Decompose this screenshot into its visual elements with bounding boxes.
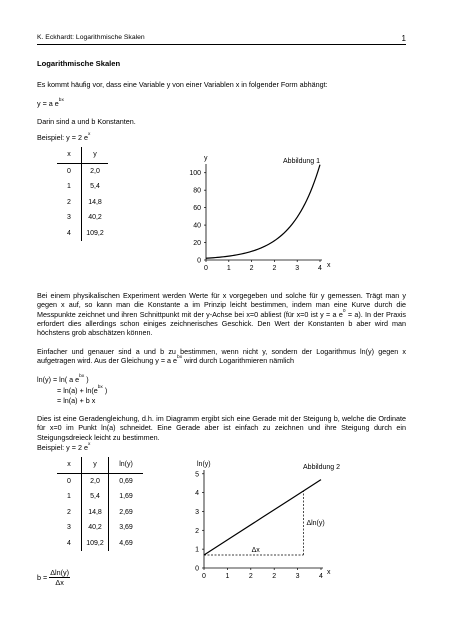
table-cell: 2,0 — [82, 473, 109, 489]
series-line — [206, 165, 320, 259]
x-tick-label: 2 — [248, 573, 253, 580]
table-row — [57, 520, 143, 536]
paragraph-2-text: Bei einem physikalischen Experiment werden Werte für x vorgegeben und solche für y gemessen. Trägt man y gegen x auf, so kann man die Konstante a im Prinzip leicht bestimmen, indem man eine Kurve durch die Messpunkte zeichnet und ihren Schnittpunkt mit der y-Achse bei x=0 abliest (für x=0 ist y = a e — [37, 291, 406, 319]
formula-1 — [37, 99, 64, 108]
delta-x-label: Δx — [251, 546, 260, 554]
value-table-2 — [57, 457, 143, 551]
table-cell: 3 — [67, 214, 71, 222]
y-tick-label: 1 — [195, 546, 199, 554]
chart-1-ylabel: y — [204, 155, 208, 162]
table-header-row — [57, 147, 108, 163]
formula-1-exponent: bx — [58, 98, 64, 103]
y-tick-label: 4 — [195, 490, 199, 498]
table-row — [57, 179, 108, 195]
table-cell: 4 — [67, 229, 71, 237]
table-cell: 0 — [67, 167, 71, 175]
table-cell: 4 — [67, 539, 71, 547]
y-tick-label: 0 — [195, 565, 199, 573]
page-header — [37, 34, 406, 43]
slope-fraction — [49, 568, 70, 588]
derivation-1-exponent: bx — [79, 374, 85, 379]
paragraph-2-exponent: 0 — [342, 308, 346, 314]
table-cell: 4,69 — [109, 536, 144, 552]
table-cell: 2,69 — [109, 505, 144, 521]
table-cell: 0,69 — [109, 473, 144, 489]
y-tick-label: 40 — [193, 222, 201, 230]
example-2-label — [37, 443, 90, 452]
table-row — [57, 195, 108, 211]
table-cell: ln(y) — [109, 457, 144, 473]
table-row — [57, 473, 143, 489]
slope-formula — [37, 568, 70, 588]
table-cell: 14,8 — [82, 505, 109, 521]
table-row — [57, 489, 143, 505]
table-cell: 1,69 — [109, 489, 144, 505]
x-tick-label: 0 — [204, 265, 208, 272]
paragraph-logarithm — [37, 347, 406, 366]
table-row — [57, 210, 108, 226]
table-cell: 0 — [67, 477, 71, 485]
y-tick-label: 2 — [195, 527, 199, 535]
constants-text: Darin sind a und b Konstanten. — [37, 117, 136, 126]
x-tick-label: 4 — [318, 265, 322, 272]
chart-abbildung-2 — [180, 458, 350, 588]
paragraph-3-text: Einfacher und genauer sind a und b zu bestimmen, wenn nicht y, sondern der Logarithmus ln(y) gegen x aufgetragen wird. Aus der Gleichung y = a e — [37, 347, 406, 366]
example-1-label — [37, 133, 90, 142]
delta-lny-label: Δln(y) — [306, 519, 325, 527]
chart-2-ylabel: ln(y) — [197, 461, 211, 468]
table-cell: 2 — [67, 198, 71, 206]
example-1-exponent: x — [87, 132, 91, 137]
chart-abbildung-1 — [180, 150, 350, 280]
slope-formula-lhs: b = — [37, 573, 48, 583]
y-tick-label: 80 — [193, 187, 201, 195]
y-tick-label: 100 — [189, 170, 201, 178]
paragraph-3-rest: wird durch Logarithmieren nämlich — [182, 356, 294, 366]
paragraph-2-rest: = a). In der Praxis erfordert dies allerdings schon einiges zeichnerisches Geschick. Den Wert der Konstanten b aber wird man höchstens grob abschätzen können. — [37, 309, 407, 338]
x-tick-label: 3 — [295, 573, 300, 580]
x-tick-label: 2 — [272, 265, 277, 272]
header-title: K. Eckhardt: Logarithmische Skalen — [37, 34, 145, 41]
table-cell: 109,2 — [82, 226, 109, 242]
table-row — [57, 505, 143, 521]
x-tick-label: 3 — [295, 265, 300, 272]
derivation-1-text: ln(y) = ln( a e — [37, 375, 80, 384]
table-cell: 5,4 — [82, 179, 109, 195]
paragraph-3-exponent: bx — [177, 355, 183, 361]
table-cell: x — [57, 457, 82, 473]
derivation-line-3: = ln(a) + b x — [57, 396, 96, 405]
table-cell: 2 — [67, 508, 71, 516]
y-tick-label: 60 — [193, 205, 201, 213]
table-cell: 1 — [67, 183, 71, 191]
example-2-exponent: x — [87, 442, 91, 447]
x-tick-label: 0 — [202, 573, 206, 580]
table-header-row — [57, 457, 143, 473]
intro-text: Es kommt häufig vor, dass eine Variable y von einer Variablen x in folgender Form abhängt: — [37, 80, 328, 89]
example-2-text: Beispiel: y = 2 e — [37, 443, 88, 452]
derivation-2-text: = ln(a) + ln(e — [57, 386, 98, 395]
chart-2-title: Abbildung 2 — [303, 464, 340, 471]
header-rule — [37, 44, 406, 45]
table-cell: 5,4 — [82, 489, 109, 505]
example-1-text: Beispiel: y = 2 e — [37, 133, 88, 142]
y-tick-label: 20 — [193, 240, 201, 248]
chart-2-xlabel: x — [327, 569, 331, 576]
table-cell: 14,8 — [82, 195, 109, 211]
chart-1-title: Abbildung 1 — [283, 158, 320, 165]
table-row — [57, 163, 108, 179]
formula-1-lhs: y = a e — [37, 99, 59, 108]
derivation-line-1 — [37, 375, 89, 384]
table-cell: y — [82, 147, 109, 163]
slope-numerator: Δln(y) — [50, 568, 69, 577]
table-cell: 40,2 — [82, 520, 109, 536]
y-tick-label: 5 — [195, 471, 199, 479]
table-cell: 109,2 — [82, 536, 109, 552]
x-tick-label: 1 — [226, 265, 231, 272]
paragraph-measurement — [37, 291, 406, 338]
derivation-1-end: ) — [84, 375, 89, 384]
x-tick-label: 1 — [225, 573, 230, 580]
table-row — [57, 536, 143, 552]
slope-denominator: Δx — [55, 578, 64, 588]
x-tick-label: 4 — [319, 573, 323, 580]
table-cell: y — [82, 457, 109, 473]
value-table-1 — [57, 147, 108, 241]
table-cell: 3,69 — [109, 520, 144, 536]
table-row — [57, 226, 108, 242]
x-tick-label: 2 — [249, 265, 254, 272]
derivation-2-end: ) — [102, 386, 108, 395]
derivation-line-2 — [57, 386, 107, 395]
section-title: Logarithmische Skalen — [37, 59, 121, 68]
y-tick-label: 0 — [197, 257, 201, 265]
table-cell: 1 — [67, 493, 71, 501]
chart-1-xlabel: x — [327, 262, 331, 269]
table-cell: x — [57, 147, 82, 163]
paragraph-line-equation: Dies ist eine Geradengleichung, d.h. im Diagramm ergibt sich eine Gerade mit der Steigung b, welche die Ordinate für x=0 im Punkt ln(a) schneidet. Eine Gerade aber ist einfach zu zeichnen und ihre Steigung durch ein Steigungsdreieck leicht zu bestimmen. — [37, 414, 406, 442]
table-cell: 2,0 — [82, 163, 109, 179]
table-cell: 40,2 — [82, 210, 109, 226]
y-tick-label: 3 — [195, 508, 199, 516]
x-tick-label: 2 — [272, 573, 277, 580]
table-cell: 3 — [67, 524, 71, 532]
derivation-2-exponent: bx — [97, 385, 103, 390]
page-number: 1 — [401, 34, 406, 43]
